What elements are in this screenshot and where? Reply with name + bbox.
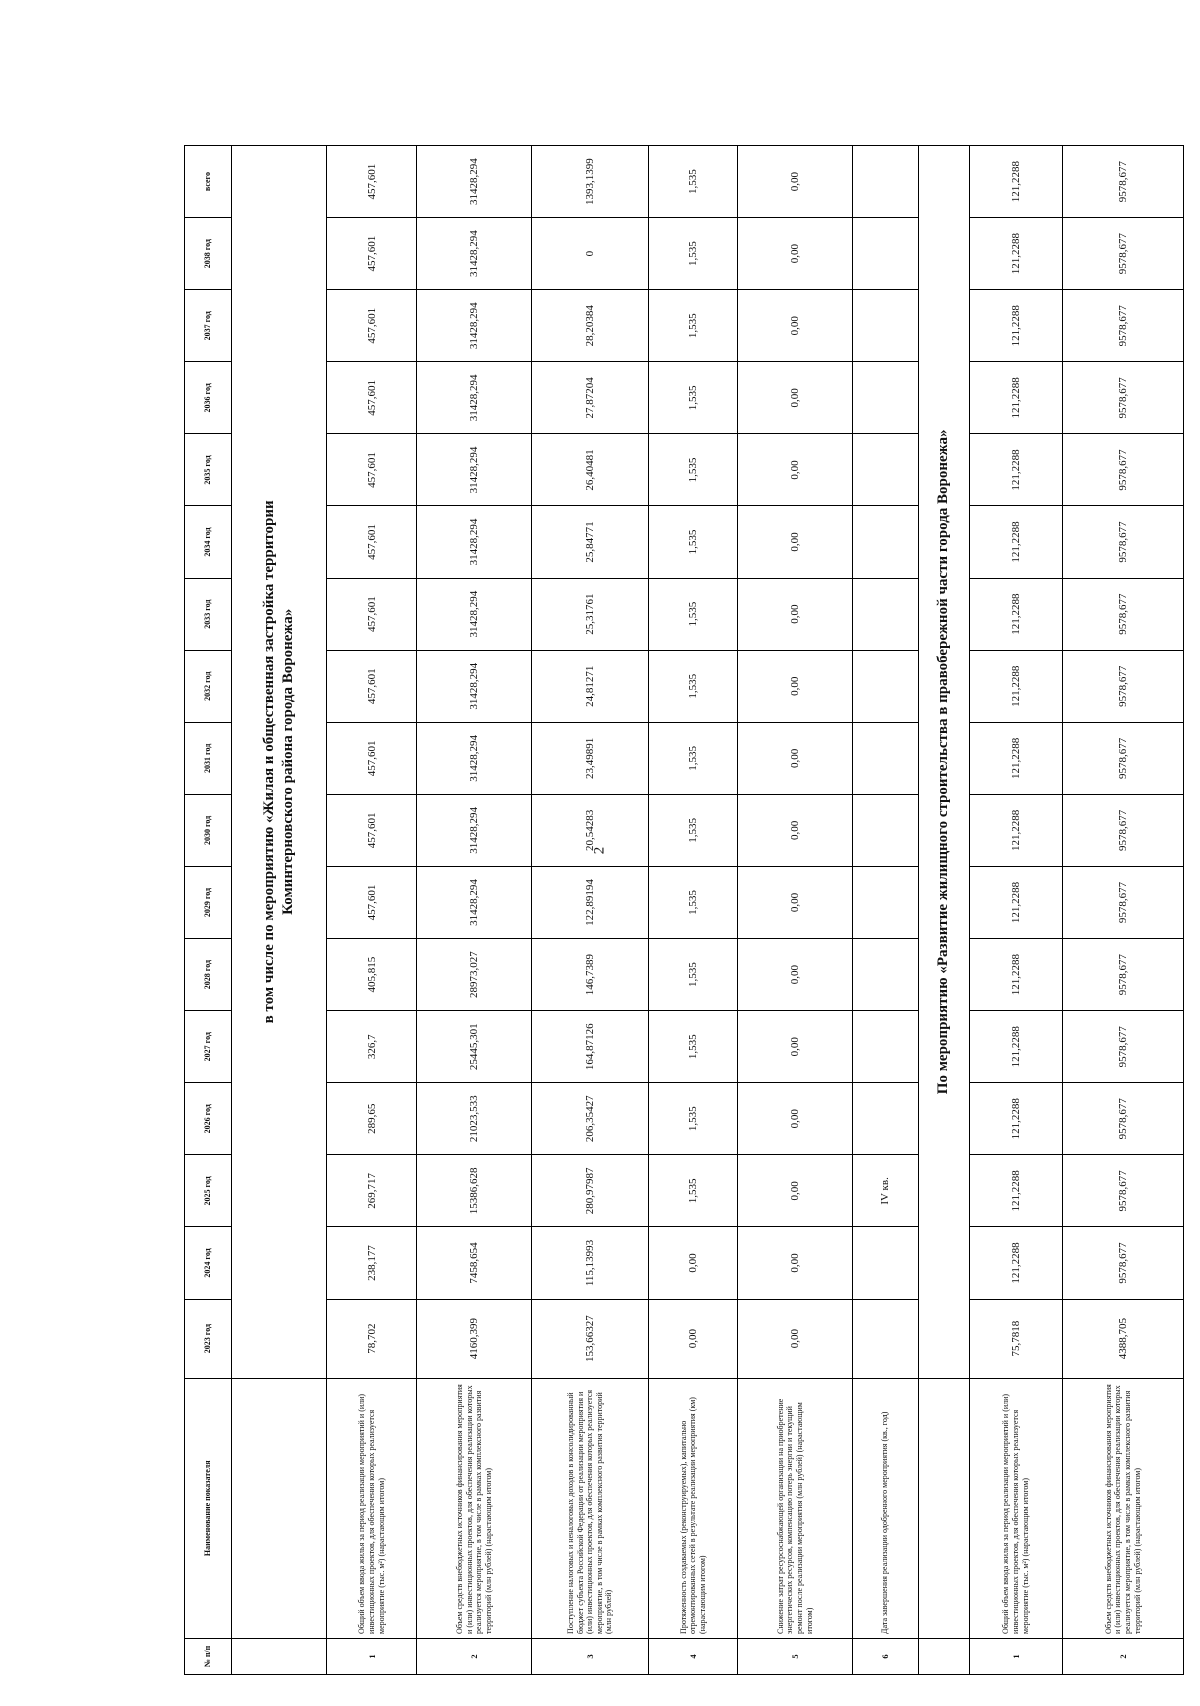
value-cell: 457,601 (327, 650, 417, 722)
value-cell: 9578,677 (1062, 794, 1183, 866)
header-cell: 2029 год (185, 866, 232, 938)
value-cell: 25,31761 (532, 578, 649, 650)
section-spacer (231, 1638, 327, 1674)
value-cell: 457,601 (327, 794, 417, 866)
indicator-name: Общий объем ввода жилья за период реализации мероприятий и (или) инвестиционных проектов, для обеспечения которых реализуется мероприятие (тыс. м²) (нарастающим итогом) (327, 1378, 417, 1638)
value-cell: 457,601 (327, 218, 417, 290)
value-cell: 280,97987 (532, 1155, 649, 1227)
value-cell: 269,717 (327, 1155, 417, 1227)
value-cell: 0,00 (738, 578, 853, 650)
value-cell: 0,00 (738, 146, 853, 218)
value-cell: 0,00 (738, 939, 853, 1011)
header-cell: 2027 год (185, 1011, 232, 1083)
value-cell: 31428,294 (417, 722, 532, 794)
value-cell (852, 722, 918, 794)
value-cell: 9578,677 (1062, 939, 1183, 1011)
header-cell: Наименование показателя (185, 1378, 232, 1638)
indicator-name: Объем средств внебюджетных источников финансирования мероприятия и (или) инвестиционных проектов, для обеспечения реализации которых реализуется мероприятие, в том числе в рамках комплексного развития территорий (млн рублей) (нарастающим итогом) (417, 1378, 532, 1638)
value-cell: 21023,533 (417, 1083, 532, 1155)
value-cell: 115,13993 (532, 1227, 649, 1299)
section-row (231, 146, 327, 1675)
value-cell: 0,00 (738, 1299, 853, 1378)
value-cell: 1,535 (648, 506, 737, 578)
value-cell: 122,89194 (532, 866, 649, 938)
value-cell: 15386,628 (417, 1155, 532, 1227)
value-cell: 9578,677 (1062, 1227, 1183, 1299)
value-cell: 121,2288 (969, 866, 1062, 938)
value-cell: 0,00 (738, 722, 853, 794)
value-cell: 121,2288 (969, 290, 1062, 362)
indicator-name: Снижение затрат ресурсоснабжающей организации на приобретение энергетических ресурсов, компенсацию потерь энергии и текущий ремонт после реализации мероприятия (млн рублей) (нарастающим итогом) (738, 1378, 853, 1638)
value-cell: 23,49891 (532, 722, 649, 794)
value-cell: 121,2288 (969, 146, 1062, 218)
value-cell: 9578,677 (1062, 506, 1183, 578)
header-cell: 2024 год (185, 1227, 232, 1299)
value-cell: 121,2288 (969, 939, 1062, 1011)
header-cell: 2031 год (185, 722, 232, 794)
value-cell: 28973,027 (417, 939, 532, 1011)
value-cell (852, 1299, 918, 1378)
value-cell: 27,87204 (532, 362, 649, 434)
value-cell: 31428,294 (417, 866, 532, 938)
value-cell: 0,00 (738, 1083, 853, 1155)
value-cell: 26,40481 (532, 434, 649, 506)
value-cell: 0,00 (738, 1155, 853, 1227)
table-row (1062, 146, 1183, 1675)
header-cell: 2025 год (185, 1155, 232, 1227)
value-cell: 0 (532, 218, 649, 290)
value-cell: 31428,294 (417, 650, 532, 722)
value-cell: 9578,677 (1062, 1155, 1183, 1227)
value-cell: 4388,705 (1062, 1299, 1183, 1378)
value-cell: 121,2288 (969, 506, 1062, 578)
value-cell: 1,535 (648, 1083, 737, 1155)
value-cell: 9578,677 (1062, 362, 1183, 434)
header-cell: 2037 год (185, 290, 232, 362)
value-cell: 238,177 (327, 1227, 417, 1299)
indicator-name: Поступление налоговых и неналоговых доходов в консолидированный бюджет субъекта Российской Федерации от реализации мероприятия и (или) инвестиционных проектов, для обеспечения которых реализуется мероприятие, в том числе в рамках комплексного развития территорий (млн рублей) (532, 1378, 649, 1638)
row-number: 2 (1062, 1638, 1183, 1674)
section-spacer (231, 1378, 327, 1638)
row-number: 5 (738, 1638, 853, 1674)
value-cell: 1,535 (648, 794, 737, 866)
section-title-line: в том числе по мероприятию «Жилая и общественная застройка территории (261, 500, 278, 1024)
value-cell: 153,66327 (532, 1299, 649, 1378)
header-cell: № п/п (185, 1638, 232, 1674)
value-cell (852, 146, 918, 218)
value-cell: 1,535 (648, 650, 737, 722)
value-cell: 0,00 (738, 650, 853, 722)
value-cell: 289,65 (327, 1083, 417, 1155)
value-cell: 9578,677 (1062, 578, 1183, 650)
header-cell: всего (185, 146, 232, 218)
value-cell (852, 362, 918, 434)
header-cell: 2033 год (185, 578, 232, 650)
table-row (327, 146, 417, 1675)
value-cell (852, 218, 918, 290)
value-cell (852, 866, 918, 938)
header-cell: 2028 год (185, 939, 232, 1011)
value-cell: 121,2288 (969, 1155, 1062, 1227)
value-cell: 31428,294 (417, 578, 532, 650)
section-spacer (918, 1638, 969, 1674)
value-cell: 1,535 (648, 362, 737, 434)
value-cell: 1393,1399 (532, 146, 649, 218)
value-cell: 457,601 (327, 434, 417, 506)
value-cell: 24,81271 (532, 650, 649, 722)
value-cell: 457,601 (327, 146, 417, 218)
value-cell: 457,601 (327, 722, 417, 794)
value-cell: 4160,399 (417, 1299, 532, 1378)
table-row (969, 146, 1062, 1675)
value-cell: 9578,677 (1062, 218, 1183, 290)
table-row (738, 146, 853, 1675)
value-cell: 31428,294 (417, 434, 532, 506)
value-cell: 1,535 (648, 290, 737, 362)
header-cell: 2038 год (185, 218, 232, 290)
header-cell: 2026 год (185, 1083, 232, 1155)
header-cell: 2034 год (185, 506, 232, 578)
value-cell: 0,00 (648, 1299, 737, 1378)
value-cell: 1,535 (648, 578, 737, 650)
indicator-name: Объем средств внебюджетных источников финансирования мероприятия и (или) инвестиционных проектов, для обеспечения реализации которых реализуется мероприятие, в том числе в рамках комплексного развития территорий (млн рублей) (нарастающим итогом) (1062, 1378, 1183, 1638)
value-cell: 9578,677 (1062, 650, 1183, 722)
value-cell (852, 290, 918, 362)
value-cell: 20,54283 (532, 794, 649, 866)
value-cell: 1,535 (648, 1155, 737, 1227)
value-cell: 164,87126 (532, 1011, 649, 1083)
rotated-table-stage (184, 145, 1184, 1675)
section-spacer (918, 1378, 969, 1638)
value-cell: 0,00 (738, 506, 853, 578)
section-title: По мероприятию «Развитие жилищного строительства в правобережной части города Воронежа» (918, 146, 969, 1379)
value-cell: 146,7389 (532, 939, 649, 1011)
value-cell: 31428,294 (417, 794, 532, 866)
value-cell: 206,35427 (532, 1083, 649, 1155)
value-cell: 28,20384 (532, 290, 649, 362)
section-title (231, 146, 327, 1379)
value-cell: 121,2288 (969, 1227, 1062, 1299)
value-cell (852, 1083, 918, 1155)
value-cell: 1,535 (648, 218, 737, 290)
value-cell: 9578,677 (1062, 290, 1183, 362)
header-cell: 2035 год (185, 434, 232, 506)
value-cell: 121,2288 (969, 218, 1062, 290)
header-row (185, 146, 232, 1675)
value-cell (852, 650, 918, 722)
value-cell: 0,00 (738, 866, 853, 938)
value-cell: 31428,294 (417, 146, 532, 218)
value-cell: 405,815 (327, 939, 417, 1011)
header-cell: 2030 год (185, 794, 232, 866)
section-title-line: Коминтерновского района города Воронежа» (279, 608, 296, 915)
indicator-name: Протяженность создаваемых (реконструируемых), капитально отремонтированных сетей в результате реализации мероприятия (км) (нарастающим итогом) (648, 1378, 737, 1638)
table-row (648, 146, 737, 1675)
value-cell: 9578,677 (1062, 722, 1183, 794)
value-cell (852, 506, 918, 578)
value-cell (852, 939, 918, 1011)
value-cell: 0,00 (738, 362, 853, 434)
value-cell: 457,601 (327, 506, 417, 578)
value-cell (852, 434, 918, 506)
value-cell: 1,535 (648, 146, 737, 218)
value-cell: 0,00 (738, 794, 853, 866)
indicator-name: Общий объем ввода жилья за период реализации мероприятий и (или) инвестиционных проектов, для обеспечения которых реализуется мероприятие (тыс. м²) (нарастающим итогом) (969, 1378, 1062, 1638)
table-row (852, 146, 918, 1675)
value-cell: IV кв. (852, 1155, 918, 1227)
value-cell: 121,2288 (969, 794, 1062, 866)
value-cell: 9578,677 (1062, 1083, 1183, 1155)
value-cell: 457,601 (327, 866, 417, 938)
value-cell: 121,2288 (969, 650, 1062, 722)
row-number: 2 (417, 1638, 532, 1674)
value-cell: 457,601 (327, 290, 417, 362)
indicator-name: Дата завершения реализации одобренного мероприятия (кв., год) (852, 1378, 918, 1638)
row-number: 1 (327, 1638, 417, 1674)
value-cell: 0,00 (738, 1227, 853, 1299)
value-cell: 9578,677 (1062, 1011, 1183, 1083)
header-cell: 2032 год (185, 650, 232, 722)
row-number: 6 (852, 1638, 918, 1674)
value-cell: 1,535 (648, 939, 737, 1011)
page-number: 2 (591, 846, 608, 855)
value-cell: 0,00 (648, 1227, 737, 1299)
value-cell: 0,00 (738, 290, 853, 362)
value-cell (852, 794, 918, 866)
value-cell: 1,535 (648, 434, 737, 506)
header-cell: 2023 год (185, 1299, 232, 1378)
value-cell: 78,702 (327, 1299, 417, 1378)
value-cell: 0,00 (738, 1011, 853, 1083)
value-cell: 31428,294 (417, 506, 532, 578)
value-cell: 31428,294 (417, 218, 532, 290)
value-cell: 121,2288 (969, 362, 1062, 434)
value-cell: 121,2288 (969, 578, 1062, 650)
value-cell (852, 1227, 918, 1299)
value-cell: 25,84771 (532, 506, 649, 578)
value-cell: 75,7818 (969, 1299, 1062, 1378)
value-cell: 9578,677 (1062, 146, 1183, 218)
value-cell: 1,535 (648, 1011, 737, 1083)
row-number: 1 (969, 1638, 1062, 1674)
row-number: 3 (532, 1638, 649, 1674)
table-row (417, 146, 532, 1675)
indicators-table (184, 145, 1184, 1675)
header-cell: 2036 год (185, 362, 232, 434)
value-cell: 121,2288 (969, 1011, 1062, 1083)
value-cell: 9578,677 (1062, 434, 1183, 506)
value-cell: 1,535 (648, 866, 737, 938)
value-cell: 0,00 (738, 434, 853, 506)
value-cell: 31428,294 (417, 290, 532, 362)
value-cell: 9578,677 (1062, 866, 1183, 938)
row-number: 4 (648, 1638, 737, 1674)
section-row (918, 146, 969, 1675)
value-cell (852, 1011, 918, 1083)
value-cell: 326,7 (327, 1011, 417, 1083)
table-row (532, 146, 649, 1675)
value-cell: 25445,301 (417, 1011, 532, 1083)
value-cell: 457,601 (327, 578, 417, 650)
value-cell (852, 578, 918, 650)
value-cell: 1,535 (648, 722, 737, 794)
value-cell: 121,2288 (969, 1083, 1062, 1155)
value-cell: 121,2288 (969, 722, 1062, 794)
value-cell: 7458,654 (417, 1227, 532, 1299)
value-cell: 457,601 (327, 362, 417, 434)
value-cell: 0,00 (738, 218, 853, 290)
value-cell: 121,2288 (969, 434, 1062, 506)
value-cell: 31428,294 (417, 362, 532, 434)
